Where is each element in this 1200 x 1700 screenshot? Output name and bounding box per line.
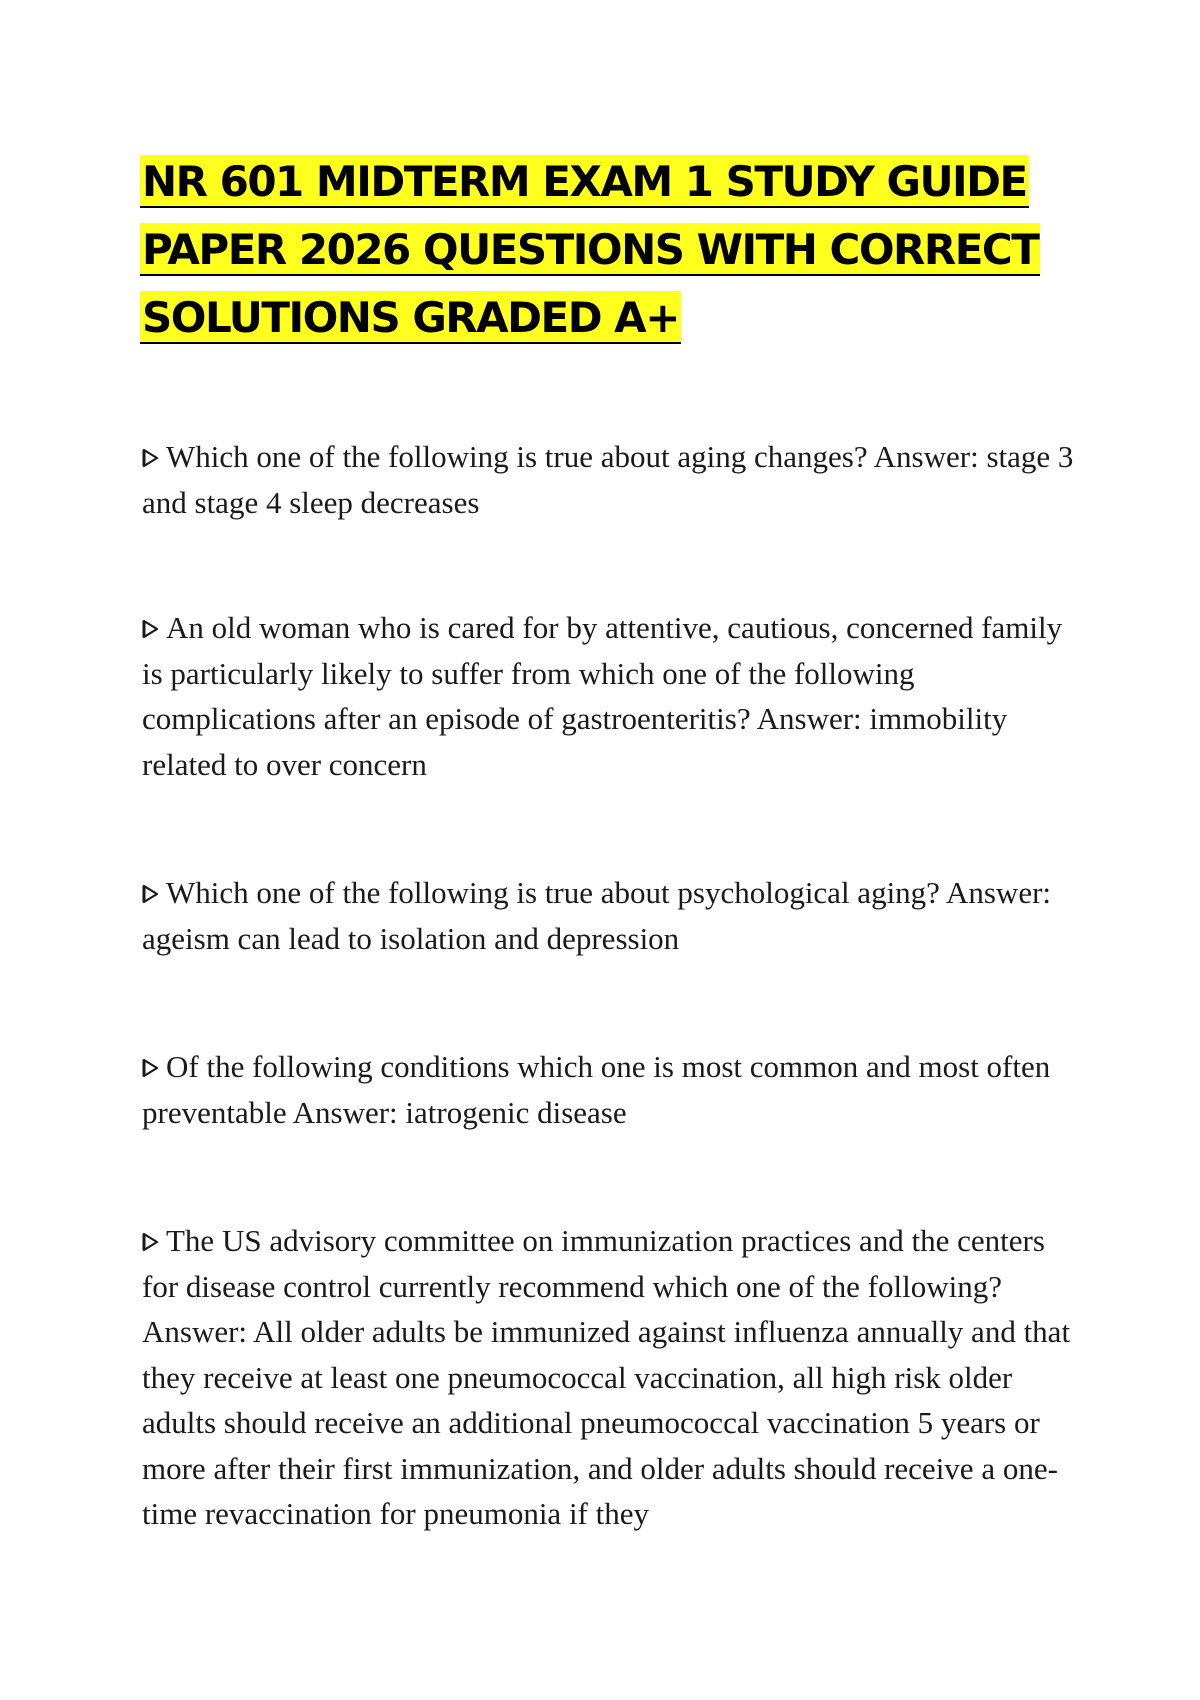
answer-text: iatrogenic disease: [405, 1094, 627, 1130]
qa-item: [142, 434, 1082, 525]
qa-item: [142, 1044, 1082, 1135]
triangle-bullet-icon: [142, 1231, 159, 1253]
answer-text: All older adults be immunized against influenza annually and that they receive at least one pneumococcal vaccination, all high risk older adults should receive an additional pneumococcal vaccination 5 years or more after their first immunization, and older adults should receive a one-time revaccination for pneumonia if they: [142, 1314, 1071, 1531]
title-line: PAPER 2026 QUESTIONS WITH CORRECT: [142, 225, 1039, 274]
title-line: NR 601 MIDTERM EXAM 1 STUDY GUIDE: [142, 157, 1027, 206]
triangle-bullet-icon: [142, 618, 159, 640]
question-text: An old woman who is cared for by attentive, cautious, concerned family is particularly likely to suffer from which one of the following complications after an episode of gastroenteritis? Answer:: [142, 610, 1063, 736]
qa-item: [142, 870, 1082, 961]
qa-item: [142, 1218, 1082, 1537]
answer-text: stage 3 and stage 4 sleep decreases: [142, 439, 1074, 520]
document-title: [140, 148, 1070, 352]
triangle-bullet-icon: [142, 883, 159, 905]
triangle-bullet-icon: [142, 447, 159, 469]
question-text: Which one of the following is true about aging changes? Answer:: [166, 439, 979, 474]
question-text: Which one of the following is true about psychological aging? Answer:: [166, 875, 1052, 910]
qa-item: [142, 605, 1082, 787]
question-text: Of the following conditions which one is most common and most often preventable Answer:: [142, 1049, 1051, 1130]
title-line: SOLUTIONS GRADED A+: [142, 293, 679, 342]
answer-text: immobility related to over concern: [142, 701, 1008, 782]
question-text: The US advisory committee on immunization practices and the centers for disease control currently recommend which one of the following? Answer:: [142, 1223, 1045, 1349]
triangle-bullet-icon: [142, 1057, 159, 1079]
answer-text: ageism can lead to isolation and depression: [142, 920, 680, 956]
